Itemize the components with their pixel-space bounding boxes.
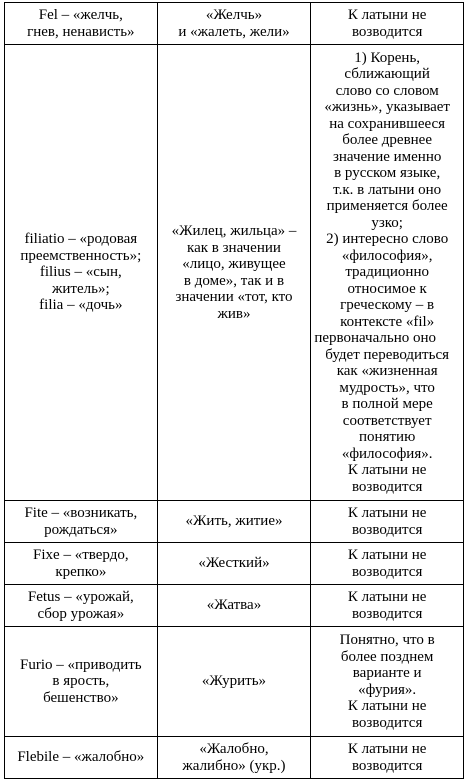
- latin-word-cell: filiatio – «родовая преемственность»; filius – «сын, житель»; filia – «дочь»: [5, 45, 158, 501]
- comment-cell: К латыни не возводится: [311, 543, 464, 585]
- table-row: [5, 3, 464, 45]
- latin-word-cell: Fite – «возникать, рождаться»: [5, 501, 158, 543]
- comment-cell: К латыни не возводится: [311, 3, 464, 45]
- latin-word-cell: Fetus – «урожай, сбор урожая»: [5, 585, 158, 627]
- russian-word-cell: «Жесткий»: [157, 543, 311, 585]
- latin-word-cell: Flebile – «жалобно»: [5, 737, 158, 779]
- russian-word-cell: «Желчь» и «жалеть, жели»: [157, 3, 311, 45]
- russian-word-cell: «Жить, житие»: [157, 501, 311, 543]
- table-row: [5, 627, 464, 737]
- table-row: [5, 585, 464, 627]
- table-row: [5, 737, 464, 779]
- russian-word-cell: «Жилец, жильца» – как в значении «лицо, живущее в доме», так и в значении «тот, кто жив»: [157, 45, 311, 501]
- russian-word-cell: «Жалобно, жалибно» (укр.): [157, 737, 311, 779]
- table-row: [5, 501, 464, 543]
- etymology-table: [4, 2, 464, 779]
- table-row: [5, 543, 464, 585]
- comment-cell: 1) Корень, сближающий слово со словом «жизнь», указывает на сохранившееся более древнее значение именно в русском языке, т.к. в латыни оно применяется более узко; 2) интересно слово «философия», традиционно относимое к греческому – в контексте «fil» первоначально оно будет переводиться как «жизненная мудрость», что в полной мере соответствует понятию «философия». К латыни не возводится: [311, 45, 464, 501]
- comment-cell: Понятно, что в более позднем варианте и «фурия». К латыни не возводится: [311, 627, 464, 737]
- comment-cell: К латыни не возводится: [311, 737, 464, 779]
- russian-word-cell: «Жатва»: [157, 585, 311, 627]
- russian-word-cell: «Журить»: [157, 627, 311, 737]
- latin-word-cell: Fixe – «твердо, крепко»: [5, 543, 158, 585]
- latin-word-cell: Furio – «приводить в ярость, бешенство»: [5, 627, 158, 737]
- comment-cell: К латыни не возводится: [311, 501, 464, 543]
- comment-cell: К латыни не возводится: [311, 585, 464, 627]
- latin-word-cell: Fel – «желчь, гнев, ненависть»: [5, 3, 158, 45]
- table-row: [5, 45, 464, 501]
